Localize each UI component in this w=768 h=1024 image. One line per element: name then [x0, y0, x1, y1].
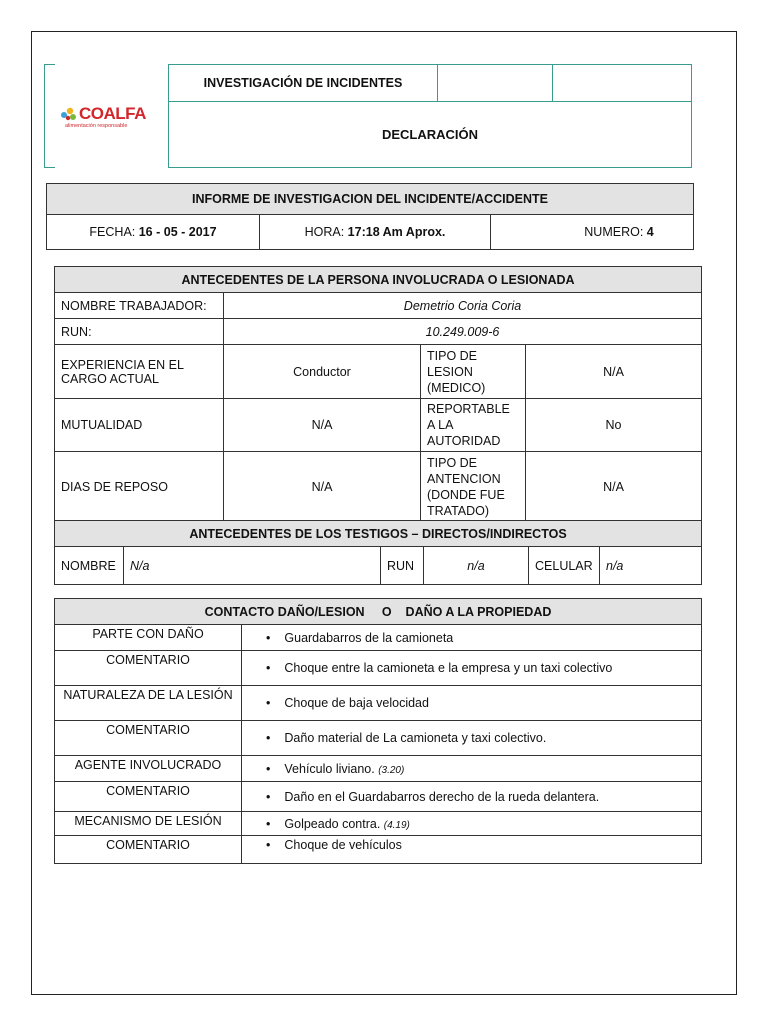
logo-text: COALFA — [79, 104, 146, 123]
logo-cell — [44, 64, 170, 168]
informe-title: INFORME DE INVESTIGACION DEL INCIDENTE/ACCIDENTE — [47, 184, 694, 215]
contacto-table — [54, 598, 702, 864]
hora-value: 17:18 Am Aprox. — [347, 225, 446, 239]
logo-tagline: alimentación responsable — [65, 123, 128, 129]
contacto-label: COMENTARIO — [55, 836, 242, 864]
document-header — [44, 64, 692, 168]
company-logo — [59, 104, 159, 132]
mutualidad-value: N/A — [224, 399, 421, 452]
contacto-label: AGENTE INVOLUCRADO — [55, 756, 242, 782]
fecha-cell: FECHA: 16 - 05 - 2017 — [47, 215, 260, 250]
numero-cell: NUMERO: 4 — [491, 215, 694, 250]
contacto-label: COMENTARIO — [55, 782, 242, 812]
contacto-label: NATURALEZA DE LA LESIÓN — [55, 686, 242, 721]
tipo-lesion-value: N/A — [526, 345, 702, 399]
persona-title: ANTECEDENTES DE LA PERSONA INVOLUCRADA O LESIONADA — [55, 267, 702, 293]
fecha-value: 16 - 05 - 2017 — [138, 225, 217, 239]
testigos-title: ANTECEDENTES DE LOS TESTIGOS – DIRECTOS/INDIRECTOS — [55, 521, 702, 547]
dias-value: N/A — [224, 452, 421, 522]
dias-label: DIAS DE REPOSO — [55, 452, 224, 522]
nombre-value: Demetrio Coria Coria — [224, 293, 702, 319]
contacto-title: CONTACTO DAÑO/LESION O DAÑO A LA PROPIEDAD — [55, 599, 702, 625]
nombre-label: NOMBRE TRABAJADOR: — [55, 293, 224, 319]
run-label: RUN: — [55, 319, 224, 345]
contacto-label: COMENTARIO — [55, 721, 242, 756]
contacto-label: MECANISMO DE LESIÓN — [55, 812, 242, 836]
testigos-table — [54, 520, 702, 585]
reportable-value: No — [526, 399, 702, 452]
contacto-value: • Golpeado contra. (4.19) — [242, 812, 702, 836]
reportable-label: REPORTABLE A LA AUTORIDAD — [421, 399, 526, 452]
header-empty-cell — [437, 65, 553, 101]
contacto-note: (3.20) — [378, 764, 405, 776]
testigo-run-label: RUN — [381, 547, 424, 585]
testigo-run-value: n/a — [424, 547, 529, 585]
hora-cell: HORA: 17:18 Am Aprox. — [260, 215, 491, 250]
contacto-label: COMENTARIO — [55, 651, 242, 686]
contacto-value: • Guardabarros de la camioneta — [242, 625, 702, 651]
run-value: 10.249.009-6 — [224, 319, 702, 345]
numero-value: 4 — [646, 225, 654, 239]
contacto-note: (4.19) — [383, 819, 410, 831]
contacto-value: • Daño material de La camioneta y taxi colectivo. — [242, 721, 702, 756]
contacto-label: PARTE CON DAÑO — [55, 625, 242, 651]
testigo-nombre-label: NOMBRE — [55, 547, 124, 585]
testigo-celular-value: n/a — [600, 547, 702, 585]
testigo-celular-label: CELULAR — [529, 547, 600, 585]
persona-table — [54, 266, 702, 522]
tipo-lesion-label: TIPO DE LESION (MEDICO) — [421, 345, 526, 399]
header-title: INVESTIGACIÓN DE INCIDENTES — [169, 65, 438, 101]
mutualidad-label: MUTUALIDAD — [55, 399, 224, 452]
experiencia-value: Conductor — [224, 345, 421, 399]
contacto-value: • Vehículo liviano. (3.20) — [242, 756, 702, 782]
contacto-value: • Daño en el Guardabarros derecho de la rueda delantera. — [242, 782, 702, 812]
informe-table — [46, 183, 694, 250]
experiencia-label: EXPERIENCIA EN EL CARGO ACTUAL — [55, 345, 224, 399]
tipo-atencion-label: TIPO DE ANTENCION (DONDE FUE TRATADO) — [421, 452, 526, 522]
contacto-value: • Choque de baja velocidad — [242, 686, 702, 721]
contacto-value: • Choque de vehículos — [242, 836, 702, 864]
contacto-value: • Choque entre la camioneta e la empresa y un taxi colectivo — [242, 651, 702, 686]
tipo-atencion-value: N/A — [526, 452, 702, 522]
header-subtitle: DECLARACIÓN — [381, 126, 479, 142]
testigo-nombre-value: N/a — [124, 547, 381, 585]
logo-icon — [59, 106, 79, 122]
